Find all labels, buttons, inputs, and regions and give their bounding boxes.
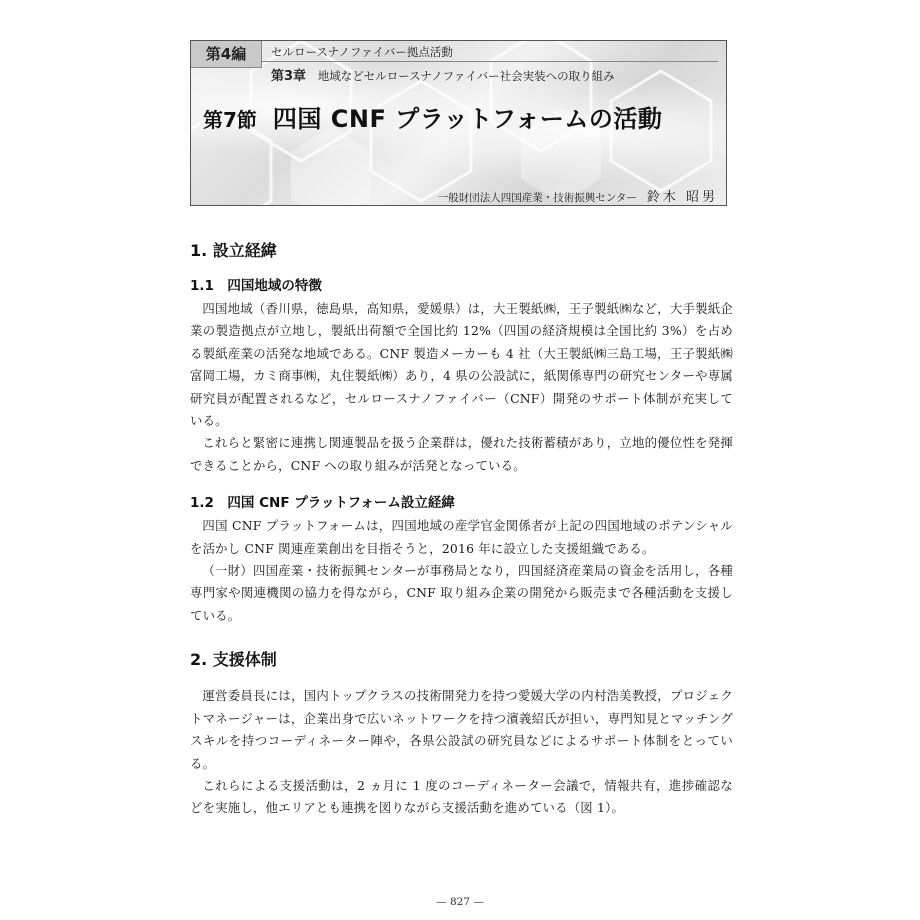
paragraph: 四国 CNF プラットフォームは，四国地域の産学官金関係者が上記の四国地域のポテンシャルを活かし CNF 関連産業創出を目指そうと，2016 年に設立した支援組織である。 bbox=[190, 518, 733, 556]
page-number: — 827 — bbox=[436, 896, 484, 908]
paragraph: 運営委員長には，国内トップクラスの技術開発力を持つ愛媛大学の内村浩美教授，プロジェクトマネージャーは，企業出身で広いネットワークを持つ濱義紹氏が担い，専門知見とマッチングスキルを持つコーディネーター陣や，各県公設試の研究員などによるサポート体制をとっている。 bbox=[190, 688, 733, 771]
paragraph: これらと緊密に連携し関連製品を扱う企業群は，優れた技術蓄積があり，立地的優位性を発揮できることから，CNF への取り組みが活発となっている。 bbox=[190, 435, 733, 473]
section-header-box bbox=[190, 40, 727, 206]
article-body bbox=[190, 236, 733, 820]
chapter-number: 第3章 bbox=[271, 69, 307, 84]
author-affiliation: 一般財団法人四国産業・技術振興センター bbox=[437, 192, 637, 204]
heading-1-2: 1.2 四国 CNF プラットフォーム設立経緯 bbox=[190, 495, 455, 512]
part-label: 第4編 bbox=[191, 41, 262, 68]
section-title: 四国 CNF プラットフォームの活動 bbox=[272, 105, 663, 133]
part-title: セルロースナノファイバー拠点活動 bbox=[271, 45, 453, 59]
heading-1: 1. 設立経緯 bbox=[190, 241, 277, 260]
header-divider bbox=[261, 61, 718, 62]
chapter-heading bbox=[271, 65, 615, 84]
paragraph: （一財）四国産業・技術振興センターが事務局となり，四国経済産業局の資金を活用し，各種専門家や関連機関の協力を得ながら，CNF 取り組み企業の開発から販売まで各種活動を支援している。 bbox=[190, 563, 733, 623]
section-heading bbox=[203, 99, 662, 134]
author-line bbox=[438, 186, 718, 205]
heading-1-1: 1.1 四国地域の特徴 bbox=[190, 278, 322, 294]
paragraph: 四国地域（香川県，徳島県，高知県，愛媛県）は，大王製紙㈱，王子製紙㈱など，大手製紙企業の製造拠点が立地し，製紙出荷額で全国比約 12%（四国の経済規模は全国比約 3%）を占める製紙産業の活発な地域である。CNF 製造メーカーも 4 社（大王製紙㈱三島工場，王子製紙㈱富岡工場，カミ商事㈱，丸住製紙㈱）あり，4 県の公設試に，紙関係専門の研究センターや専属研究員が配置されるなど，セルロースナノファイバー（CNF）開発のサポート体制が充実している。 bbox=[190, 301, 733, 429]
heading-2: 2. 支援体制 bbox=[190, 650, 277, 670]
paragraph: これらによる支援活動は，2 ヵ月に 1 度のコーディネーター会議で，情報共有，進捗確認などを実施し，他エリアとも連携を図りながら支援活動を進めている（図 1）。 bbox=[190, 777, 733, 816]
chapter-title: 地域などセルロースナノファイバー社会実装への取り組み bbox=[317, 69, 615, 83]
section-number: 第7節 bbox=[203, 108, 257, 132]
author-name: 鈴木 昭男 bbox=[646, 190, 718, 205]
